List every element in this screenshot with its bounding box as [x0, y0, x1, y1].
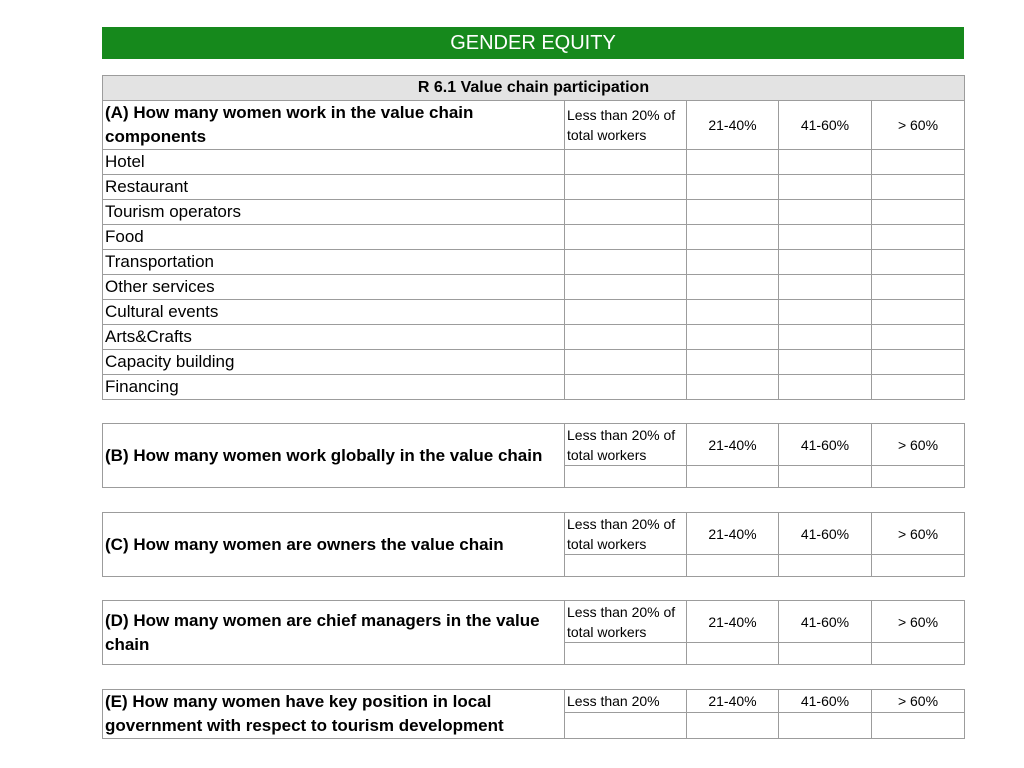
input-cell[interactable]: [565, 275, 687, 300]
value-chain-participation-table: [102, 75, 965, 400]
input-cell[interactable]: [872, 350, 965, 375]
question-a: (A) How many women work in the value chain components: [103, 101, 565, 150]
column-header: > 60%: [872, 601, 965, 643]
row-label: Cultural events: [103, 300, 565, 325]
input-cell[interactable]: [779, 375, 872, 400]
column-header: Less than 20% of total workers: [565, 513, 687, 555]
input-cell[interactable]: [872, 175, 965, 200]
input-cell[interactable]: [779, 555, 872, 577]
column-header: 41-60%: [779, 513, 872, 555]
column-header: 21-40%: [687, 513, 779, 555]
input-cell[interactable]: [779, 466, 872, 488]
input-cell[interactable]: [565, 200, 687, 225]
question-e: (E) How many women have key position in local government with respect to tourism development: [103, 690, 565, 739]
input-cell[interactable]: [687, 175, 779, 200]
input-cell[interactable]: [779, 350, 872, 375]
column-header: > 60%: [872, 513, 965, 555]
column-header: 41-60%: [779, 101, 872, 150]
women-managers-table: [102, 600, 965, 665]
column-header: 41-60%: [779, 601, 872, 643]
table-row: [103, 275, 965, 300]
row-label: Tourism operators: [103, 200, 565, 225]
page-title-banner: [102, 27, 964, 59]
input-cell[interactable]: [565, 350, 687, 375]
input-cell[interactable]: [565, 225, 687, 250]
input-cell[interactable]: [872, 225, 965, 250]
column-header: > 60%: [872, 690, 965, 713]
input-cell[interactable]: [872, 555, 965, 577]
table-row: [103, 300, 965, 325]
input-cell[interactable]: [872, 300, 965, 325]
table-row: [103, 175, 965, 200]
question-b: (B) How many women work globally in the value chain: [103, 424, 565, 488]
column-header: 21-40%: [687, 101, 779, 150]
row-label: Capacity building: [103, 350, 565, 375]
row-label: Food: [103, 225, 565, 250]
column-header: > 60%: [872, 101, 965, 150]
table-row: [103, 225, 965, 250]
column-header: 21-40%: [687, 601, 779, 643]
input-cell[interactable]: [565, 300, 687, 325]
input-cell[interactable]: [687, 375, 779, 400]
question-c: (C) How many women are owners the value chain: [103, 513, 565, 577]
input-cell[interactable]: [565, 250, 687, 275]
input-cell[interactable]: [565, 713, 687, 739]
page-title: GENDER EQUITY: [450, 31, 616, 54]
input-cell[interactable]: [687, 350, 779, 375]
column-header: 41-60%: [779, 424, 872, 466]
column-header: 41-60%: [779, 690, 872, 713]
input-cell[interactable]: [779, 275, 872, 300]
input-cell[interactable]: [687, 300, 779, 325]
input-cell[interactable]: [687, 555, 779, 577]
input-cell[interactable]: [687, 325, 779, 350]
column-header: 21-40%: [687, 424, 779, 466]
women-government-table: [102, 689, 965, 739]
question-d: (D) How many women are chief managers in the value chain: [103, 601, 565, 665]
column-header: > 60%: [872, 424, 965, 466]
input-cell[interactable]: [779, 325, 872, 350]
input-cell[interactable]: [687, 275, 779, 300]
input-cell[interactable]: [872, 643, 965, 665]
table-row: [103, 375, 965, 400]
input-cell[interactable]: [872, 325, 965, 350]
input-cell[interactable]: [779, 713, 872, 739]
column-header: 21-40%: [687, 690, 779, 713]
row-label: Hotel: [103, 150, 565, 175]
table-row: [103, 200, 965, 225]
input-cell[interactable]: [565, 150, 687, 175]
input-cell[interactable]: [779, 225, 872, 250]
row-label: Financing: [103, 375, 565, 400]
input-cell[interactable]: [779, 300, 872, 325]
input-cell[interactable]: [687, 200, 779, 225]
input-cell[interactable]: [565, 643, 687, 665]
input-cell[interactable]: [872, 200, 965, 225]
column-header: Less than 20% of total workers: [565, 601, 687, 643]
input-cell[interactable]: [565, 375, 687, 400]
women-global-table: [102, 423, 965, 488]
row-label: Transportation: [103, 250, 565, 275]
row-label: Other services: [103, 275, 565, 300]
input-cell[interactable]: [872, 466, 965, 488]
table-title: R 6.1 Value chain participation: [103, 76, 965, 101]
column-header: Less than 20% of total workers: [565, 424, 687, 466]
row-label: Arts&Crafts: [103, 325, 565, 350]
input-cell[interactable]: [779, 175, 872, 200]
input-cell[interactable]: [872, 375, 965, 400]
input-cell[interactable]: [565, 466, 687, 488]
input-cell[interactable]: [779, 643, 872, 665]
input-cell[interactable]: [779, 150, 872, 175]
input-cell[interactable]: [687, 713, 779, 739]
input-cell[interactable]: [565, 555, 687, 577]
input-cell[interactable]: [872, 713, 965, 739]
input-cell[interactable]: [687, 150, 779, 175]
column-header: Less than 20%: [565, 690, 687, 713]
input-cell[interactable]: [872, 150, 965, 175]
table-row: [103, 150, 965, 175]
women-owners-table: [102, 512, 965, 577]
input-cell[interactable]: [872, 275, 965, 300]
input-cell[interactable]: [565, 325, 687, 350]
row-label: Restaurant: [103, 175, 565, 200]
column-header: Less than 20% of total workers: [565, 101, 687, 150]
table-row: [103, 250, 965, 275]
input-cell[interactable]: [779, 250, 872, 275]
input-cell[interactable]: [687, 225, 779, 250]
input-cell[interactable]: [565, 175, 687, 200]
table-row: [103, 325, 965, 350]
table-row: [103, 350, 965, 375]
input-cell[interactable]: [687, 643, 779, 665]
input-cell[interactable]: [779, 200, 872, 225]
input-cell[interactable]: [872, 250, 965, 275]
input-cell[interactable]: [687, 466, 779, 488]
input-cell[interactable]: [687, 250, 779, 275]
